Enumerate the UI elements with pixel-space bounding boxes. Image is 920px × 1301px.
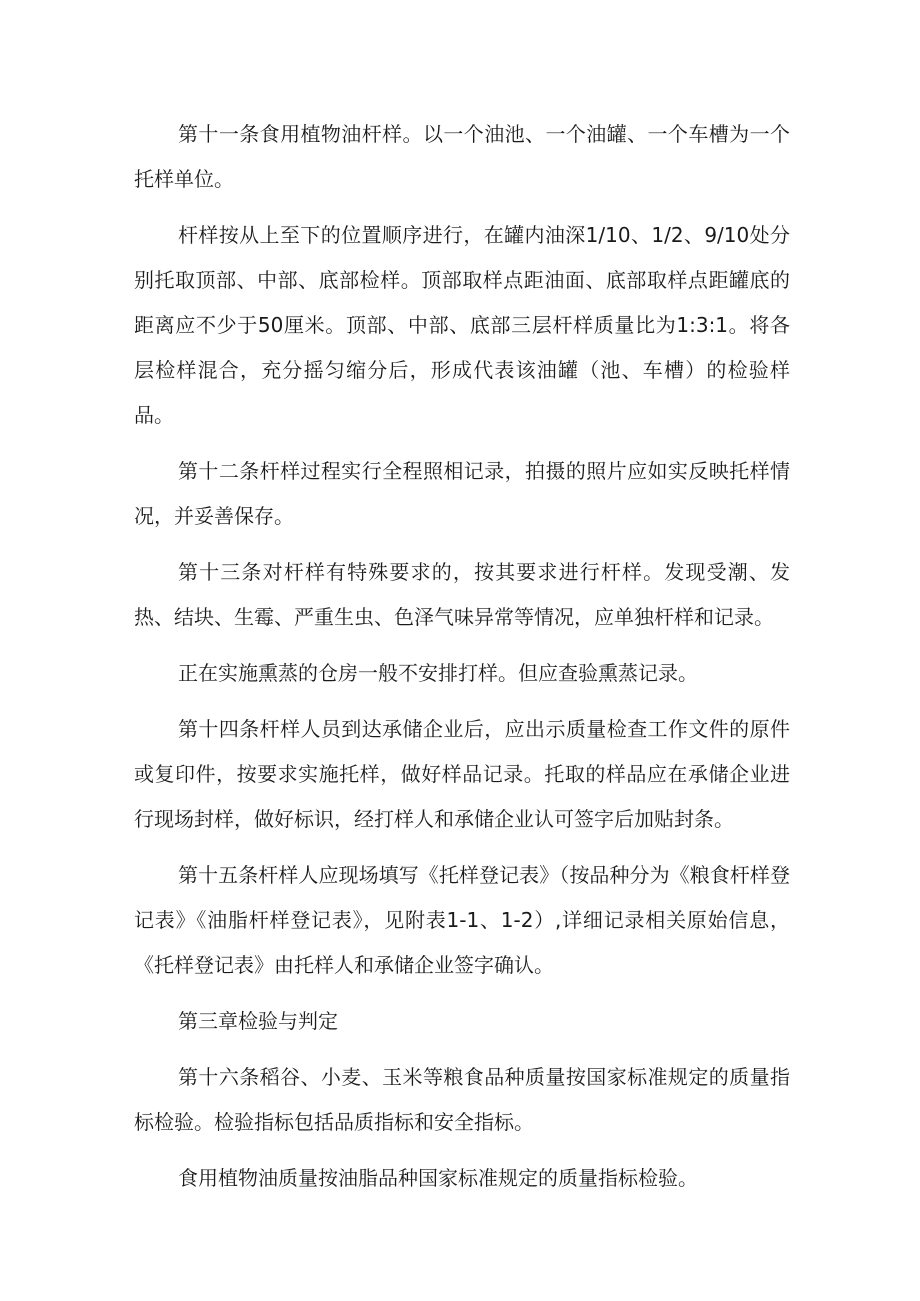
paragraph-article-11: 第十一条食用植物油杆样。以一个油池、一个油罐、一个车槽为一个托样单位。 [134, 122, 790, 191]
paragraph-sampling-procedure: 杆样按从上至下的位置顺序进行，在罐内油深1/10、1/2、9/10处分别托取顶部、中部、底部检样。顶部取样点距油面、底部取样点距罐底的距离应不少于50厘米。顶部、中部、底部三层杆样质量比为1:3:1。将各层检样混合，充分摇匀缩分后，形成代表该油罐（池、车槽）的检验样品。 [134, 223, 790, 427]
paragraph-oil-quality: 食用植物油质量按油脂品种国家标准规定的质量指标检验。 [178, 1166, 698, 1190]
document-body [134, 112, 790, 1201]
paragraph-article-13: 第十三条对杆样有特殊要求的，按其要求进行杆样。发现受潮、发热、结块、生霉、严重生虫、色泽气味异常等情况，应单独杆样和记录。 [134, 560, 790, 629]
paragraph-article-14: 第十四条杆样人员到达承储企业后，应出示质量检查工作文件的原件或复印件，按要求实施托样，做好样品记录。托取的样品应在承储企业进行现场封样，做好标识，经打样人和承储企业认可签字后加贴封条。 [134, 717, 790, 831]
paragraph-article-15: 第十五条杆样人应现场填写《托样登记表》（按品种分为《粮食杆样登记表》《油脂杆样登记表》，见附表1-1、1-2）,详细记录相关原始信息，《托样登记表》由托样人和承储企业签字确认。 [134, 863, 790, 977]
chapter-heading: 第三章检验与判定 [178, 1009, 338, 1033]
paragraph-article-16: 第十六条稻谷、小麦、玉米等粮食品种质量按国家标准规定的质量指标检验。检验指标包括品质指标和安全指标。 [134, 1065, 790, 1134]
paragraph-article-12: 第十二条杆样过程实行全程照相记录，拍摄的照片应如实反映托样情况，并妥善保存。 [134, 459, 790, 528]
paragraph-fumigation: 正在实施熏蒸的仓房一般不安排打样。但应查验熏蒸记录。 [178, 661, 698, 685]
